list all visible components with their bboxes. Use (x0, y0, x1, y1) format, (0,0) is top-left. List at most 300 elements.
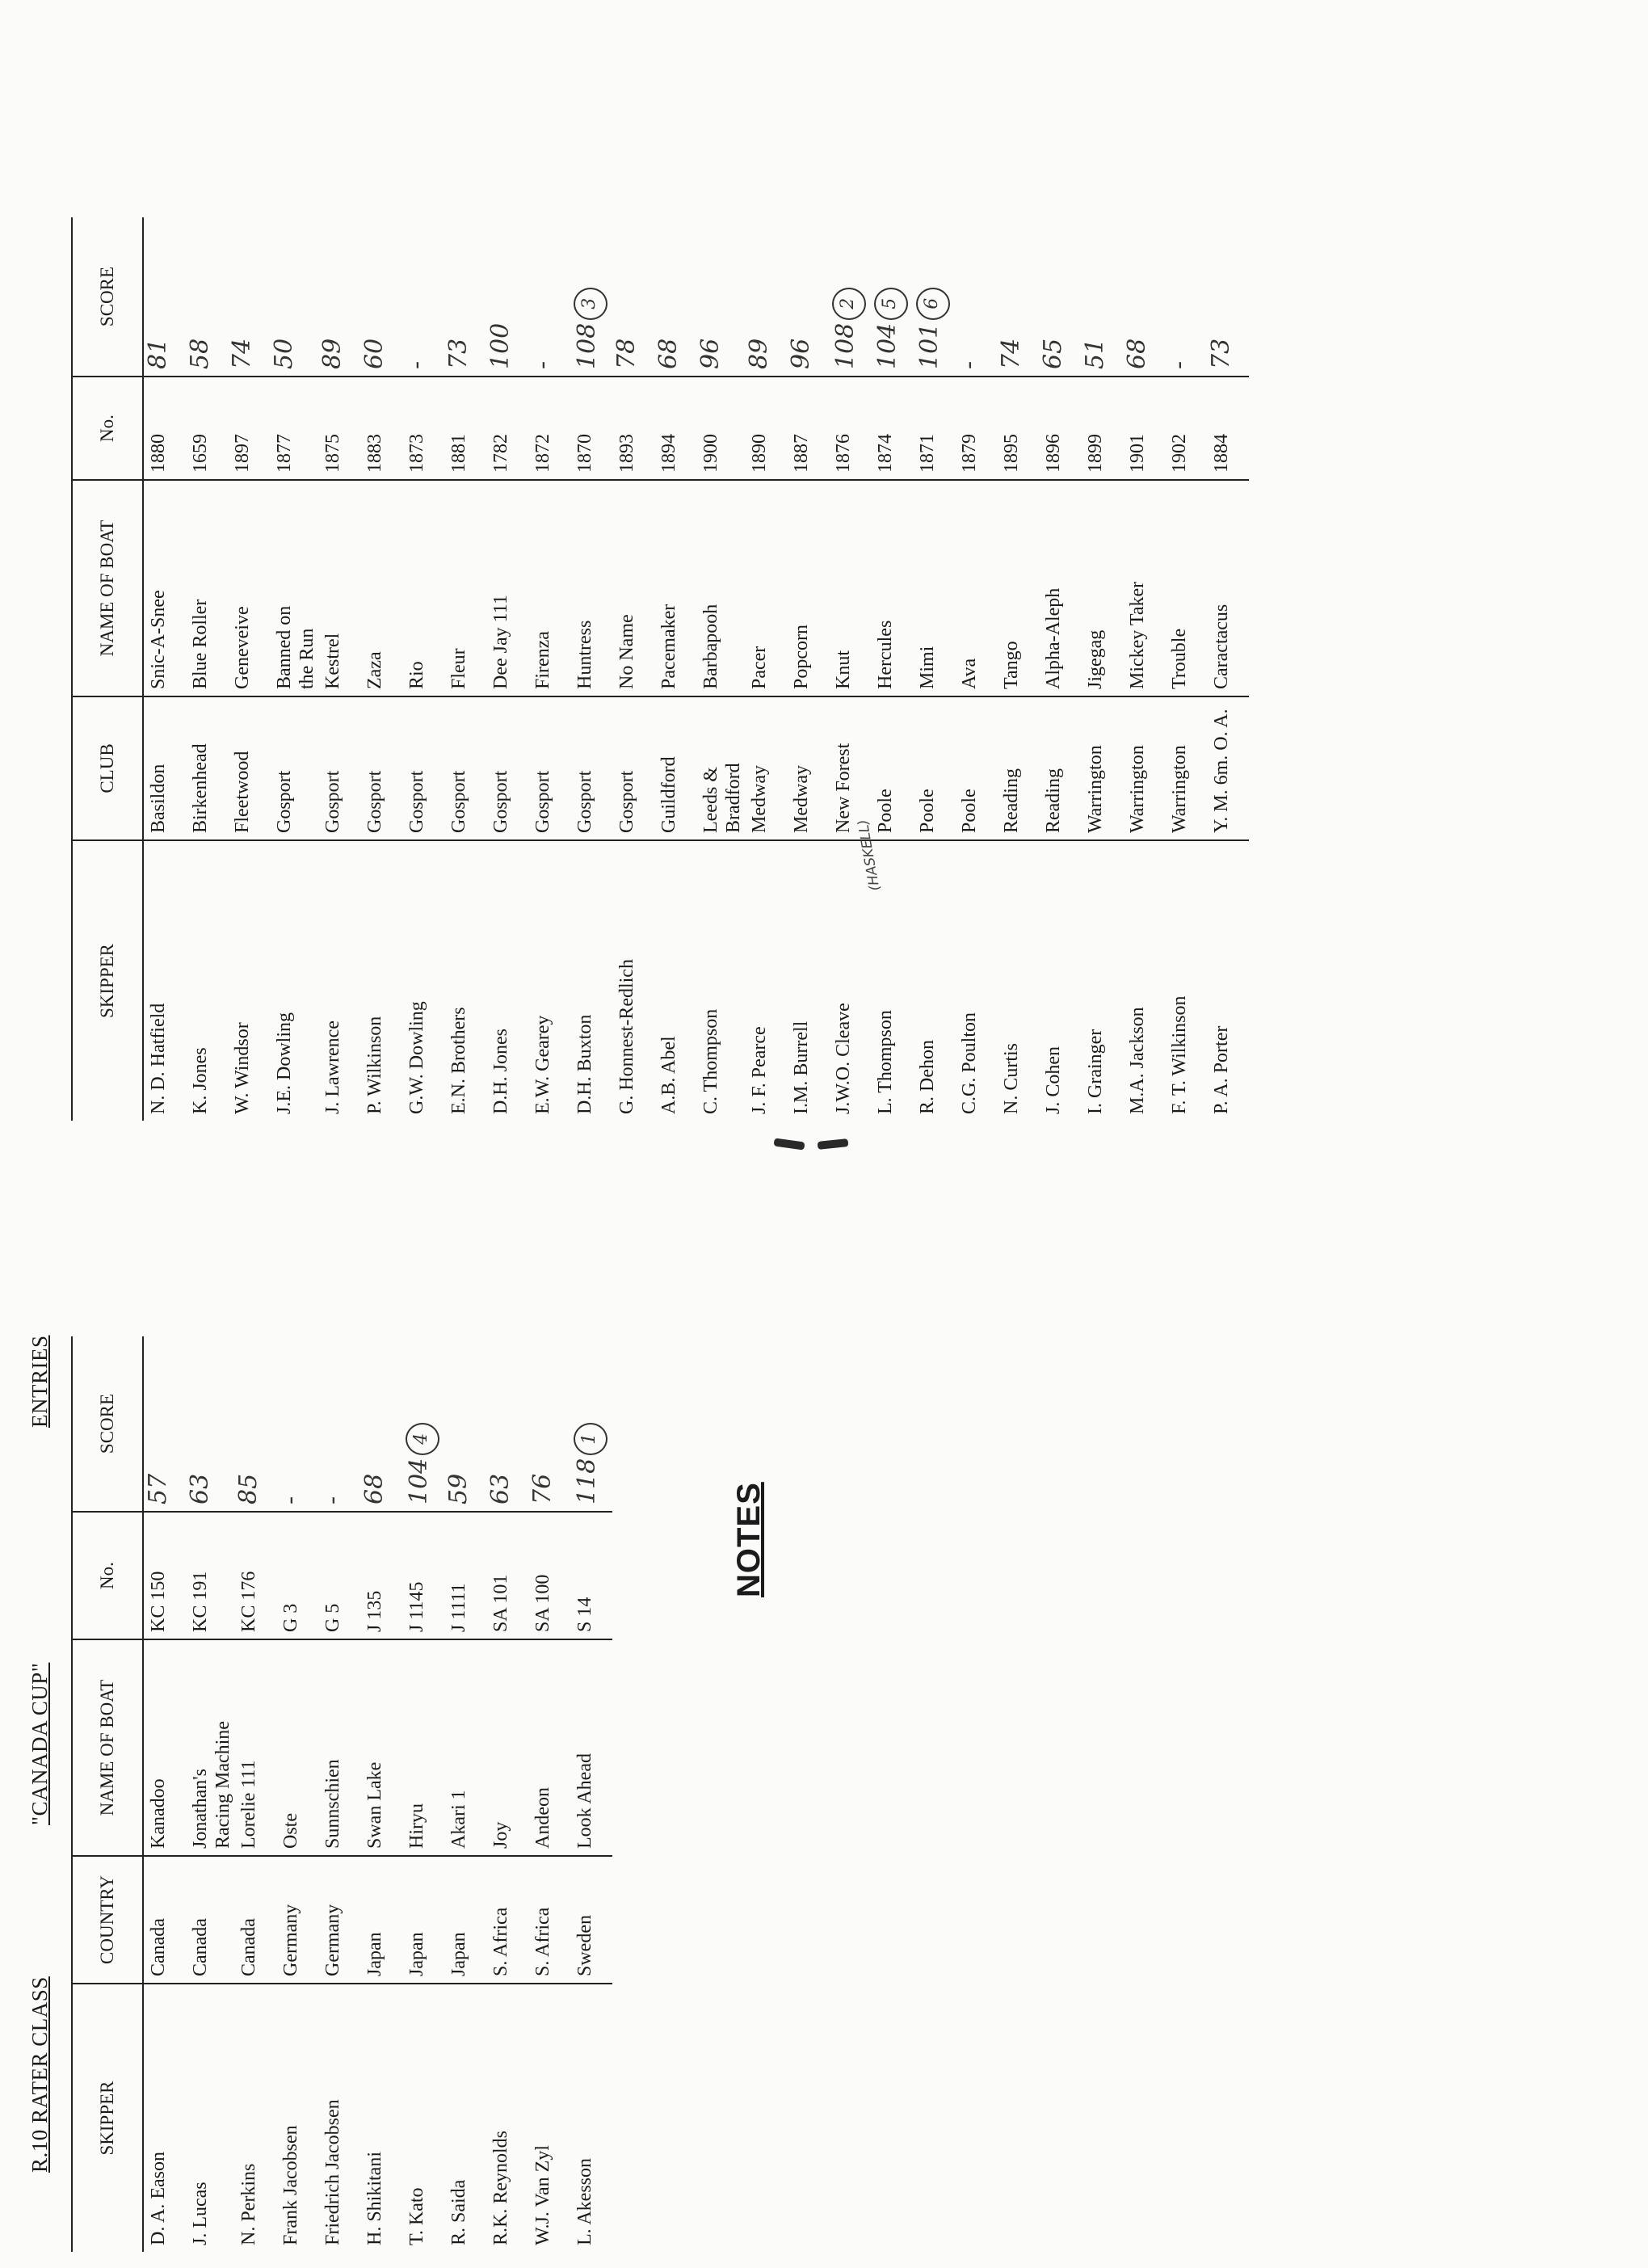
country-cell-text: S. Africa (490, 1907, 511, 1976)
table-row (143, 217, 186, 1121)
score-cell-text: 81 (144, 338, 172, 369)
boat-cell (654, 480, 696, 696)
sail-number-cell (955, 377, 997, 480)
score-cell (228, 217, 270, 377)
score-cell (234, 1336, 276, 1512)
placing-circle: 6 (916, 288, 950, 320)
table-row (871, 217, 913, 1121)
club-cell-text-line2: Bradford (723, 763, 744, 833)
boat-cell-text: Barbapooh (700, 604, 721, 689)
boat-cell-text: Snic-A-Snee (148, 590, 169, 689)
skipper-cell-text: D. A. Eason (148, 2152, 169, 2245)
table-row (787, 217, 829, 1121)
club-cell-text: Gosport (406, 770, 427, 833)
skipper-cell-text: N. D. Hatfield (148, 1003, 169, 1114)
boat-cell (1081, 480, 1123, 696)
sail-number-cell-text: 1874 (875, 434, 896, 473)
table-row (528, 217, 570, 1121)
sail-number-cell-text: G 5 (322, 1603, 343, 1632)
sail-number-cell-text: S 14 (574, 1597, 595, 1632)
col-header-no: No. (72, 1512, 143, 1639)
boat-cell-text: Zaza (364, 651, 385, 689)
sail-number-cell (186, 377, 228, 480)
club-cell (186, 696, 228, 840)
score-cell (318, 217, 360, 377)
table-header-row (72, 1336, 143, 2252)
boat-cell-text: Lorelie 111 (238, 1760, 259, 1849)
col-header-boat: NAME OF BOAT (72, 480, 143, 696)
table-row (276, 1336, 318, 2252)
skipper-cell-text: R. Saida (448, 2179, 469, 2245)
sail-number-cell (528, 377, 570, 480)
skipper-cell-text: L. Thompson (875, 1010, 896, 1114)
sail-number-cell (186, 1512, 234, 1639)
boat-cell-text: Dee Jay 111 (490, 595, 511, 689)
score-cell (871, 217, 913, 377)
country-cell (234, 1856, 276, 1984)
skipper-cell-text: J.W.O. Cleave (833, 1003, 854, 1114)
placing-circle: 1 (574, 1423, 607, 1455)
sail-number-cell (570, 377, 612, 480)
boat-cell-text: Popcorn (791, 625, 812, 689)
boat-cell (143, 480, 186, 696)
boat-cell (1123, 480, 1165, 696)
boat-cell (696, 480, 745, 696)
club-cell (997, 696, 1039, 840)
country-cell-text: Germany (322, 1904, 343, 1976)
table-row (486, 217, 528, 1121)
country-cell (486, 1856, 528, 1984)
score-cell (318, 1336, 360, 1512)
sail-number-cell-text: 1870 (574, 434, 595, 473)
boat-cell-text: Mickey Taker (1127, 581, 1148, 689)
club-cell (612, 696, 654, 840)
boat-cell (612, 480, 654, 696)
club-cell-text: Gosport (448, 770, 469, 833)
score-cell (787, 217, 829, 377)
club-cell (228, 696, 270, 840)
boat-cell (570, 480, 612, 696)
club-cell-text: Fleetwood (232, 751, 253, 833)
score-cell (360, 1336, 402, 1512)
score-cell (1165, 217, 1207, 377)
club-cell-text: Poole (875, 789, 896, 833)
sail-number-cell-text: 1879 (959, 434, 980, 473)
boat-cell (955, 480, 997, 696)
club-cell-text: Warrington (1169, 745, 1190, 833)
sail-number-cell-text: 1890 (749, 434, 770, 473)
score-cell-text: 73 (1207, 338, 1235, 369)
table-row (360, 217, 402, 1121)
boat-cell-text: Firenza (532, 631, 553, 689)
sail-number-cell-text: 1884 (1211, 434, 1232, 473)
sail-number-cell-text: 1899 (1085, 434, 1106, 473)
skipper-cell-text: P. Wilkinson (364, 1016, 385, 1114)
club-cell (1207, 696, 1249, 840)
club-cell-text: Gosport (574, 770, 595, 833)
score-cell-text: 73 (444, 338, 473, 369)
skipper-cell (318, 840, 360, 1121)
score-cell-text: 60 (360, 338, 389, 369)
boat-cell-text: Swan Lake (364, 1761, 385, 1849)
boat-cell-text-line2: Racing Machine (212, 1721, 233, 1849)
sail-number-cell-text: SA 101 (490, 1574, 511, 1632)
skipper-cell (1165, 840, 1207, 1121)
sail-number-cell-text: 1897 (232, 434, 253, 473)
table-row (270, 217, 318, 1121)
skipper-cell (745, 840, 787, 1121)
boat-cell-text: Kanadoo (148, 1778, 169, 1849)
sail-number-cell-text: 1901 (1127, 434, 1148, 473)
table-row (360, 1336, 402, 2252)
club-cell (654, 696, 696, 840)
sail-number-cell (787, 377, 829, 480)
boat-cell (402, 480, 444, 696)
sail-number-cell-text: J 135 (364, 1590, 385, 1632)
boat-cell-text: Sunnschien (322, 1759, 343, 1849)
boat-cell-text-line2: the Run (296, 628, 317, 689)
skipper-cell-text: K. Jones (190, 1047, 211, 1114)
club-cell (270, 696, 318, 840)
skipper-cell (228, 840, 270, 1121)
score-cell (270, 217, 318, 377)
boat-cell (1039, 480, 1081, 696)
score-cell (444, 217, 486, 377)
skipper-cell-text: G.W. Dowling (406, 1001, 427, 1114)
skipper-cell (654, 840, 696, 1121)
club-cell-text: Gosport (532, 770, 553, 833)
skipper-cell-text: L. Akesson (574, 2158, 595, 2245)
club-cell-text: Y. M. 6m. O. A. (1211, 709, 1232, 833)
boat-cell-text: Alpha-Aleph (1043, 587, 1064, 689)
skipper-cell-text: D.H. Jones (490, 1029, 511, 1114)
skipper-cell (913, 840, 955, 1121)
sail-number-cell-text: 1894 (658, 434, 679, 473)
table-row (234, 1336, 276, 2252)
boat-cell (270, 480, 318, 696)
skipper-cell (402, 1984, 444, 2252)
placing-circle: 2 (832, 288, 866, 320)
entries-table-clubs (71, 217, 1249, 1121)
table-row (696, 217, 745, 1121)
country-cell (402, 1856, 444, 1984)
skipper-cell (1081, 840, 1123, 1121)
placing-circle: 3 (574, 288, 607, 320)
sail-number-cell (444, 1512, 486, 1639)
score-cell-text: 100 (486, 322, 515, 369)
country-cell (528, 1856, 570, 1984)
skipper-cell (444, 840, 486, 1121)
sail-number-cell-text: G 3 (280, 1603, 301, 1632)
sail-number-cell (528, 1512, 570, 1639)
table-row (444, 1336, 486, 2252)
boat-cell (997, 480, 1039, 696)
skipper-cell (444, 1984, 486, 2252)
country-cell-text: Canada (238, 1918, 259, 1976)
table-row (745, 217, 787, 1121)
handwritten-note: (HASKELL) (855, 818, 884, 893)
score-cell-text: 78 (612, 338, 641, 369)
boat-cell (276, 1639, 318, 1856)
skipper-cell-text: C. Thompson (700, 1008, 721, 1114)
sail-number-cell (234, 1512, 276, 1639)
table-row (1123, 217, 1165, 1121)
skipper-cell-text: N. Curtis (1001, 1042, 1022, 1114)
table-row (318, 217, 360, 1121)
skipper-cell (787, 840, 829, 1121)
sail-number-cell (871, 377, 913, 480)
boat-cell-text: Joy (490, 1821, 511, 1849)
country-cell (444, 1856, 486, 1984)
skipper-cell (143, 840, 186, 1121)
boat-cell-text: No Name (616, 614, 637, 689)
score-cell (143, 217, 186, 377)
sail-number-cell (1207, 377, 1249, 480)
skipper-cell (270, 840, 318, 1121)
table-row (1207, 217, 1249, 1121)
table-row (1081, 217, 1123, 1121)
table-row (829, 217, 871, 1121)
score-cell (829, 217, 871, 377)
sail-number-cell-text: 1902 (1169, 434, 1190, 473)
score-cell (570, 217, 612, 377)
skipper-cell-text: P. A. Porter (1211, 1025, 1232, 1114)
score-cell-text: 104 (405, 1458, 433, 1504)
skipper-cell-text: H. Shikitani (364, 2151, 385, 2245)
score-cell-text: 63 (186, 1473, 214, 1504)
sail-number-cell (143, 1512, 186, 1639)
skipper-cell (234, 1984, 276, 2252)
sail-number-cell-text: KC 176 (238, 1571, 259, 1632)
score-cell-text: 68 (654, 338, 683, 369)
skipper-cell (528, 840, 570, 1121)
club-cell-text: Warrington (1127, 745, 1148, 833)
table-row (955, 217, 997, 1121)
skipper-cell (360, 840, 402, 1121)
skipper-cell (570, 840, 612, 1121)
boat-cell-text: Akari 1 (448, 1790, 469, 1849)
sail-number-cell (486, 1512, 528, 1639)
club-cell (318, 696, 360, 840)
sail-number-cell-text: 1875 (322, 434, 343, 473)
skipper-cell (486, 1984, 528, 2252)
boat-cell (444, 480, 486, 696)
score-cell (654, 217, 696, 377)
country-cell-text: Japan (448, 1932, 469, 1976)
boat-cell-text: Ava (959, 658, 980, 689)
score-cell (402, 1336, 444, 1512)
sail-number-cell (270, 377, 318, 480)
club-cell-text: Medway (791, 765, 812, 833)
boat-cell (486, 480, 528, 696)
sail-number-cell (1039, 377, 1081, 480)
club-cell-text: Poole (917, 789, 938, 833)
table-row (186, 217, 228, 1121)
boat-cell (1207, 480, 1249, 696)
club-cell-text: Reading (1001, 768, 1022, 833)
country-cell-text: Canada (190, 1918, 211, 1976)
boat-cell-text: Tango (1001, 641, 1022, 689)
skipper-cell-text: M.A. Jackson (1127, 1007, 1148, 1114)
boat-cell-text: Hiryu (406, 1803, 427, 1849)
score-cell-text: 108 (831, 322, 860, 369)
table-row (186, 1336, 234, 2252)
boat-cell-text: Banned on (274, 605, 295, 689)
sail-number-cell (696, 377, 745, 480)
club-cell (402, 696, 444, 840)
skipper-cell-text: T. Kato (406, 2187, 427, 2245)
country-cell (276, 1856, 318, 1984)
skipper-cell (1123, 840, 1165, 1121)
skipper-cell (276, 1984, 318, 2252)
skipper-cell-text: E.W. Gearey (532, 1015, 553, 1114)
skipper-cell-text: I.M. Burrell (791, 1020, 812, 1114)
sail-number-cell (612, 377, 654, 480)
table-row (528, 1336, 570, 2252)
score-cell-text: 104 (873, 322, 902, 369)
placing-circle: 5 (874, 288, 908, 320)
club-cell (913, 696, 955, 840)
club-cell-text: Birkenhead (190, 743, 211, 833)
score-cell (528, 1336, 570, 1512)
score-cell-text: 108 (573, 322, 601, 369)
club-cell (1123, 696, 1165, 840)
score-cell (486, 1336, 528, 1512)
skipper-cell (486, 840, 528, 1121)
club-cell (360, 696, 402, 840)
sail-number-cell-text: 1876 (833, 434, 854, 473)
club-cell-text: Warrington (1085, 745, 1106, 833)
boat-cell-text: Fleur (448, 648, 469, 689)
boat-cell-text: Look Ahead (574, 1753, 595, 1849)
col-header-score: SCORE (72, 217, 143, 377)
country-cell (360, 1856, 402, 1984)
score-cell-text: 118 (573, 1458, 601, 1504)
skipper-cell (318, 1984, 360, 2252)
score-cell-text: - (318, 1496, 347, 1504)
score-cell (913, 217, 955, 377)
sail-number-cell-text: SA 100 (532, 1574, 553, 1632)
sail-number-cell (486, 377, 528, 480)
skipper-cell-text: N. Perkins (238, 2163, 259, 2245)
boat-cell-text: Mimi (917, 646, 938, 689)
table-row (997, 217, 1039, 1121)
sail-number-cell (360, 1512, 402, 1639)
score-cell-text: 50 (270, 338, 298, 369)
table-row (402, 217, 444, 1121)
table-row (143, 1336, 186, 2252)
skipper-cell (696, 840, 745, 1121)
club-cell-text: Basildon (148, 764, 169, 833)
table-row (570, 1336, 612, 2252)
boat-cell (360, 480, 402, 696)
sail-number-cell-text: 1900 (700, 434, 721, 473)
skipper-cell-text: W. Windsor (232, 1022, 253, 1114)
skipper-cell-text: Friedrich Jacobsen (322, 2099, 343, 2245)
score-cell-text: 51 (1081, 338, 1109, 369)
table-row (612, 217, 654, 1121)
score-cell-text: 58 (186, 338, 214, 369)
table-row (1039, 217, 1081, 1121)
club-cell (1039, 696, 1081, 840)
score-cell (612, 217, 654, 377)
col-header-country: COUNTRY (72, 1856, 143, 1984)
sail-number-cell (745, 377, 787, 480)
sail-number-cell-text: 1881 (448, 434, 469, 473)
col-header-skipper: SKIPPER (72, 1984, 143, 2252)
club-cell (745, 696, 787, 840)
sail-number-cell (318, 377, 360, 480)
skipper-cell-text: R.K. Reynolds (490, 2130, 511, 2245)
club-cell (955, 696, 997, 840)
score-cell-text: - (955, 360, 983, 369)
club-cell-text: Poole (959, 789, 980, 833)
score-cell (276, 1336, 318, 1512)
club-cell-text: Leeds & (700, 767, 721, 833)
skipper-cell-text: G. Honnest-Redlich (616, 959, 637, 1114)
score-cell (528, 217, 570, 377)
boat-cell (318, 480, 360, 696)
sail-number-cell (1123, 377, 1165, 480)
boat-cell (745, 480, 787, 696)
skipper-cell-text: I. Grainger (1085, 1029, 1106, 1114)
club-cell-text: New Forest (833, 743, 854, 833)
score-cell-text: 68 (1123, 338, 1151, 369)
boat-cell-text: Knut (833, 650, 854, 689)
boat-cell (787, 480, 829, 696)
boat-cell-text: Trouble (1169, 628, 1190, 689)
boat-cell-text: Pacemaker (658, 604, 679, 689)
boat-cell (829, 480, 871, 696)
boat-cell (402, 1639, 444, 1856)
sail-number-cell-text: KC 191 (190, 1571, 211, 1632)
boat-cell (186, 1639, 234, 1856)
sail-number-cell (570, 1512, 612, 1639)
club-cell-text: Gosport (274, 770, 295, 833)
sail-number-cell (913, 377, 955, 480)
sail-number-cell-text: 1782 (490, 434, 511, 473)
score-cell-text: 89 (745, 338, 773, 369)
notes-heading: NOTES (731, 1482, 767, 1597)
boat-cell (186, 480, 228, 696)
score-cell-text: - (402, 360, 431, 369)
score-cell-text: - (528, 360, 557, 369)
club-cell-text: Gosport (616, 770, 637, 833)
boat-cell-text: Huntress (574, 620, 595, 689)
country-cell-text: S. Africa (532, 1907, 553, 1976)
boat-cell-text: Hercules (875, 620, 896, 689)
score-cell-text: 85 (234, 1473, 263, 1504)
club-cell (787, 696, 829, 840)
table-row (402, 1336, 444, 2252)
boat-cell (143, 1639, 186, 1856)
club-cell (486, 696, 528, 840)
club-cell (696, 696, 745, 840)
sail-number-cell-text: 1893 (616, 434, 637, 473)
country-cell (318, 1856, 360, 1984)
score-cell-text: - (1165, 360, 1193, 369)
cup-title: "CANADA CUP" (27, 1662, 52, 1825)
club-cell (871, 696, 913, 840)
col-header-club: CLUB (72, 696, 143, 840)
sail-number-cell-text: J 1145 (406, 1581, 427, 1632)
boat-cell-text: Geneveive (232, 606, 253, 689)
score-cell-text: 89 (318, 338, 347, 369)
boat-cell (444, 1639, 486, 1856)
boat-cell (528, 1639, 570, 1856)
country-cell-text: Japan (364, 1932, 385, 1976)
table-row (444, 217, 486, 1121)
